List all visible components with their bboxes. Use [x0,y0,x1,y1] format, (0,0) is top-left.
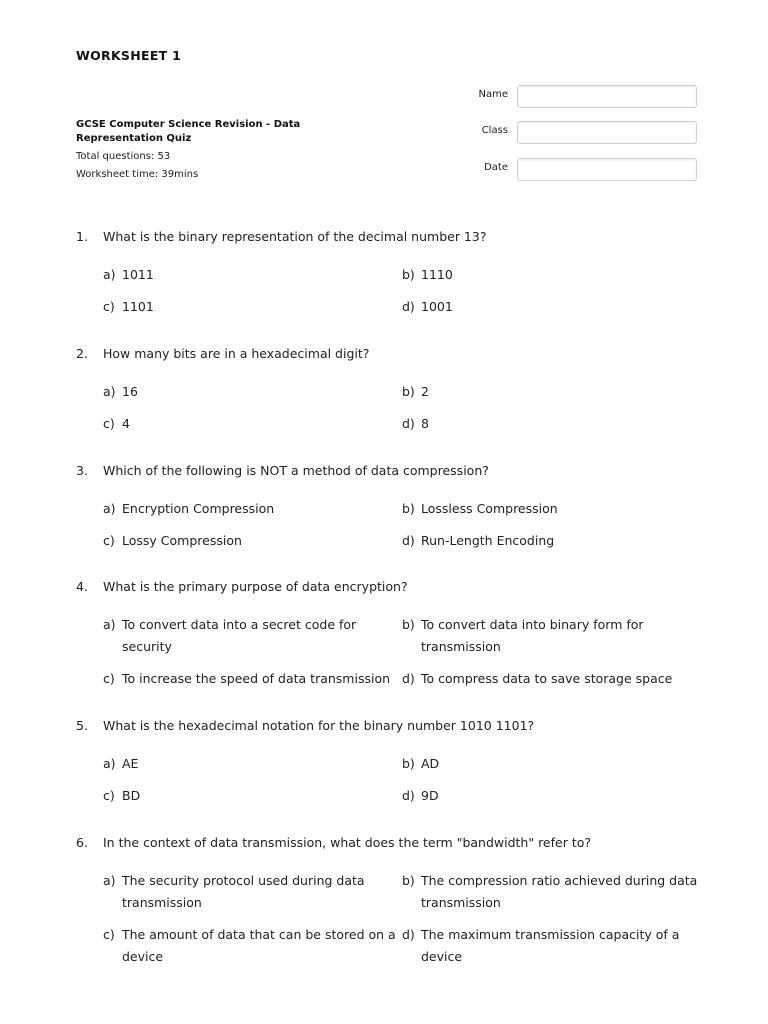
question-number: 5. [76,718,88,733]
answer-text: To convert data into a secret code for security [122,617,357,654]
class-field[interactable] [517,121,697,144]
answer-option-c[interactable] [103,668,402,690]
answer-option-a[interactable] [103,753,402,775]
answer-text: To convert data into binary form for transmission [421,617,644,654]
answer-text: The maximum transmission capacity of a device [421,927,680,964]
answer-option-c[interactable] [103,296,402,318]
date-field-row [440,158,693,180]
answer-option-d[interactable] [402,530,702,552]
question-4 [76,578,702,690]
question-stem [76,228,702,246]
answer-text: The security protocol used during data transmission [122,873,365,910]
answer-text: Lossless Compression [421,501,558,516]
answer-option-a[interactable] [103,381,402,403]
answer-letter: c) [103,533,115,548]
answer-option-b[interactable] [402,614,702,658]
answer-letter: a) [103,384,116,399]
question-2 [76,345,702,435]
question-1 [76,228,702,318]
name-field[interactable] [517,85,697,108]
answer-letter: d) [402,533,415,548]
answer-option-a[interactable] [103,870,402,914]
answer-text: To compress data to save storage space [421,671,673,686]
answer-letter: a) [103,617,116,632]
answer-letter: b) [402,501,415,516]
worksheet-title: WORKSHEET 1 [76,48,182,63]
answer-option-c[interactable] [103,924,402,968]
question-3 [76,462,702,552]
answer-text: 9D [421,788,439,803]
quiz-info [76,118,326,186]
answer-option-b[interactable] [402,870,702,914]
answer-letter: c) [103,788,115,803]
class-label: Class [481,125,508,136]
question-stem [76,717,702,735]
answer-options [103,381,702,435]
answer-letter: b) [402,873,415,888]
answer-letter: a) [103,267,116,282]
answer-letter: b) [402,756,415,771]
answer-option-b[interactable] [402,264,702,286]
question-text: In the context of data transmission, what does the term "bandwidth" refer to? [103,835,592,850]
answer-text: AE [122,756,139,771]
question-number: 4. [76,579,88,594]
answer-text: Encryption Compression [122,501,275,516]
answer-option-b[interactable] [402,381,702,403]
answer-options [103,498,702,552]
answer-letter: a) [103,501,116,516]
answer-letter: d) [402,416,415,431]
answer-options [103,614,702,690]
answer-option-c[interactable] [103,530,402,552]
question-number: 1. [76,229,88,244]
name-field-row [440,85,693,107]
question-stem [76,345,702,363]
answer-option-b[interactable] [402,753,702,775]
answer-option-d[interactable] [402,924,702,968]
answer-text: 1011 [122,267,154,282]
answer-options [103,870,702,968]
answer-text: 1110 [421,267,453,282]
answer-letter: d) [402,788,415,803]
answer-option-d[interactable] [402,668,702,690]
answer-text: 16 [122,384,138,399]
class-field-row [440,121,693,143]
answer-text: To increase the speed of data transmission [122,671,391,686]
answer-letter: b) [402,267,415,282]
question-number: 6. [76,835,88,850]
answer-text: The compression ratio achieved during data transmission [421,873,698,910]
answer-option-d[interactable] [402,413,702,435]
answer-letter: b) [402,384,415,399]
answer-letter: c) [103,671,115,686]
answer-text: 8 [421,416,429,431]
name-label: Name [478,89,508,100]
answer-letter: d) [402,299,415,314]
date-field[interactable] [517,158,697,181]
question-stem [76,462,702,480]
question-text: What is the binary representation of the decimal number 13? [103,229,487,244]
answer-text: Run-Length Encoding [421,533,555,548]
quiz-meta [76,150,326,186]
answer-option-b[interactable] [402,498,702,520]
answer-letter: a) [103,756,116,771]
question-text: What is the hexadecimal notation for the binary number 1010 1101? [103,718,535,733]
answer-text: 1001 [421,299,453,314]
quiz-title: GCSE Computer Science Revision - Data Representation Quiz [76,119,301,144]
answer-option-d[interactable] [402,785,702,807]
answer-text: 4 [122,416,130,431]
answer-text: AD [421,756,440,771]
answer-option-a[interactable] [103,614,402,658]
question-text: How many bits are in a hexadecimal digit? [103,346,370,361]
answer-letter: c) [103,927,115,942]
answer-text: BD [122,788,141,803]
question-text: What is the primary purpose of data encryption? [103,579,408,594]
question-stem [76,578,702,596]
answer-options [103,753,702,807]
answer-letter: d) [402,671,415,686]
answer-letter: c) [103,299,115,314]
answer-option-a[interactable] [103,264,402,286]
answer-options [103,264,702,318]
answer-option-d[interactable] [402,296,702,318]
question-stem [76,834,702,852]
answer-letter: a) [103,873,116,888]
total-questions: Total questions: 53 [76,151,171,162]
answer-option-a[interactable] [103,498,402,520]
question-5 [76,717,702,807]
answer-letter: c) [103,416,115,431]
answer-text: 2 [421,384,429,399]
answer-option-c[interactable] [103,785,402,807]
answer-text: The amount of data that can be stored on a device [122,927,396,964]
date-label: Date [484,162,508,173]
question-text: Which of the following is NOT a method of data compression? [103,463,489,478]
answer-text: 1101 [122,299,154,314]
question-number: 3. [76,463,88,478]
question-6 [76,834,702,968]
answer-option-c[interactable] [103,413,402,435]
answer-letter: d) [402,927,415,942]
answer-text: Lossy Compression [122,533,242,548]
question-number: 2. [76,346,88,361]
answer-letter: b) [402,617,415,632]
worksheet-time: Worksheet time: 39mins [76,169,199,180]
